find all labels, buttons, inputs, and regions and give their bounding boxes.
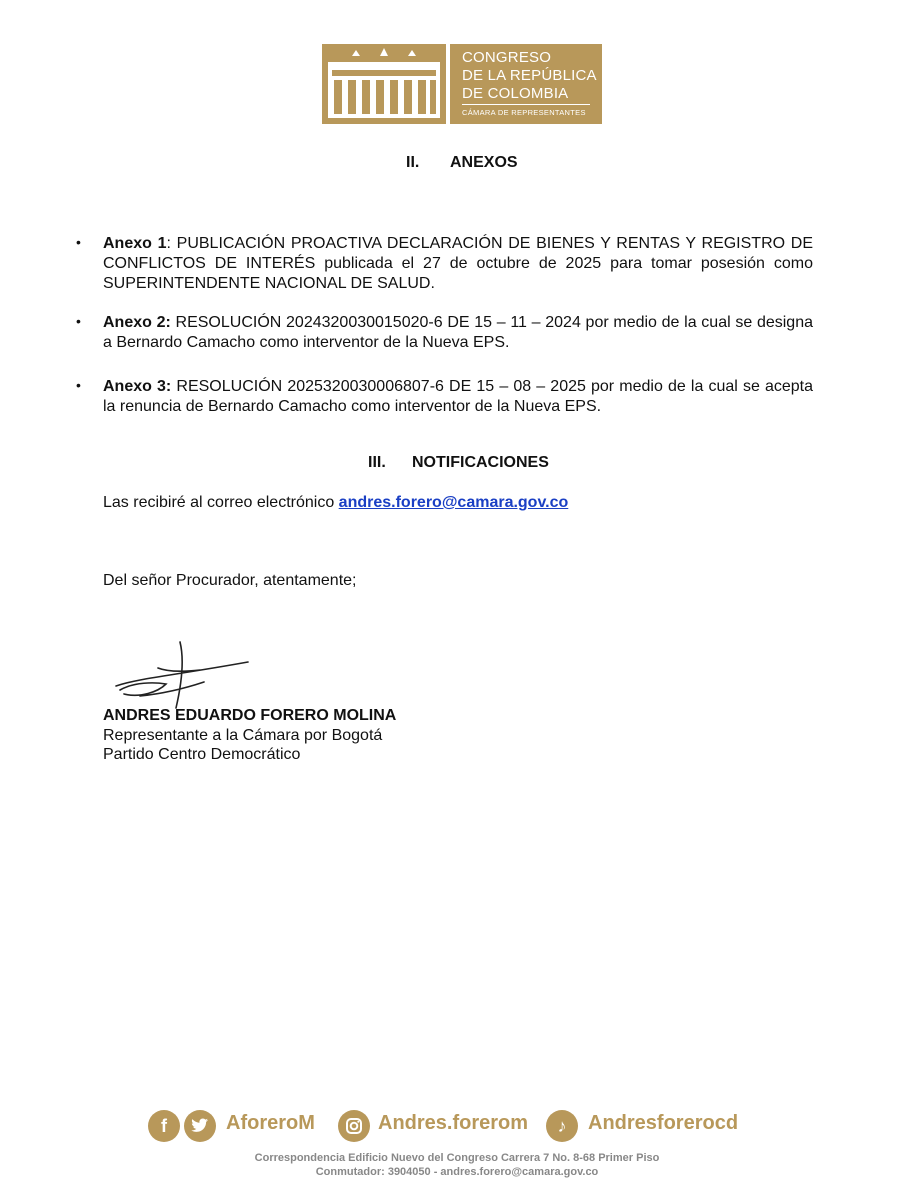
bullet-icon: •	[76, 377, 81, 393]
logo-subline: CÁMARA DE REPRESENTANTES	[462, 108, 586, 117]
bullet-icon: •	[76, 234, 81, 250]
bullet-icon: •	[76, 313, 81, 329]
instagram-icon[interactable]	[338, 1110, 370, 1142]
instagram-handle[interactable]: Andres.forerom	[378, 1112, 529, 1134]
footer-address: Correspondencia Edificio Nuevo del Congreso Carrera 7 No. 8-68 Primer Piso	[254, 1152, 660, 1164]
footer-contact: Conmutador: 3904050 - andres.forero@camara.gov.co	[315, 1166, 599, 1178]
annex-2-text: RESOLUCIÓN 2024320030015020-6 DE 15 – 11 – 2024 por medio de la cual se designa a Bernardo Camacho como interventor de la Nueva EPS.	[103, 314, 813, 351]
annex-3-item	[103, 377, 813, 417]
facebook-icon[interactable]: f	[148, 1110, 180, 1142]
section-ii-heading	[406, 154, 518, 172]
annex-1-item	[103, 234, 813, 294]
annex-2-item	[103, 313, 813, 353]
congress-emblem-logo	[322, 44, 446, 124]
closing-text: Del señor Procurador, atentamente;	[103, 572, 357, 589]
logo-line-2: DE LA REPÚBLICA	[462, 67, 597, 84]
annex-2-label: Anexo 2:	[103, 314, 171, 331]
section-ii-title: ANEXOS	[450, 154, 518, 171]
email-link[interactable]: andres.forero@camara.gov.co	[338, 494, 569, 511]
section-iii-heading	[368, 454, 549, 472]
signer-role: Representante a la Cámara por Bogotá	[103, 727, 383, 744]
footer-social-bar	[148, 1110, 748, 1150]
annex-1-label: Anexo 1	[103, 235, 167, 252]
logo-divider	[462, 104, 590, 105]
annex-1-title: PUBLICACIÓN PROACTIVA DECLARACIÓN DE BIENES Y RENTAS Y REGISTRO DE CONFLICTOS DE INTERÉS	[103, 235, 814, 272]
section-ii-number: II.	[406, 154, 420, 171]
signer-party: Partido Centro Democrático	[103, 746, 301, 763]
section-iii-title: NOTIFICACIONES	[412, 454, 549, 471]
logo-line-3: DE COLOMBIA	[462, 85, 569, 102]
logo-line-1: CONGRESO	[462, 49, 552, 66]
tiktok-handle[interactable]: Andresforerocd	[588, 1112, 739, 1134]
section-iii-number: III.	[368, 454, 386, 471]
notifications-text	[103, 493, 568, 513]
twitter-handle[interactable]: AforeroM	[226, 1112, 315, 1134]
annex-1-rest: publicada el 27 de octubre de 2025 para tomar posesión como SUPERINTENDENTE NACIONAL DE SALUD.	[103, 255, 813, 292]
signer-name: ANDRES EDUARDO FORERO MOLINA	[103, 707, 397, 724]
twitter-icon[interactable]	[184, 1110, 216, 1142]
notifications-intro: Las recibiré al correo electrónico	[103, 494, 339, 511]
congress-logo-text	[450, 44, 602, 124]
annex-3-text: RESOLUCIÓN 2025320030006807-6 DE 15 – 08 – 2025 por medio de la cual se acepta la renuncia de Bernardo Camacho como interventor de la Nueva EPS.	[103, 378, 814, 415]
tiktok-icon[interactable]: ♪	[546, 1110, 578, 1142]
annex-1-sep: :	[166, 235, 177, 252]
annex-3-label: Anexo 3:	[103, 378, 172, 395]
